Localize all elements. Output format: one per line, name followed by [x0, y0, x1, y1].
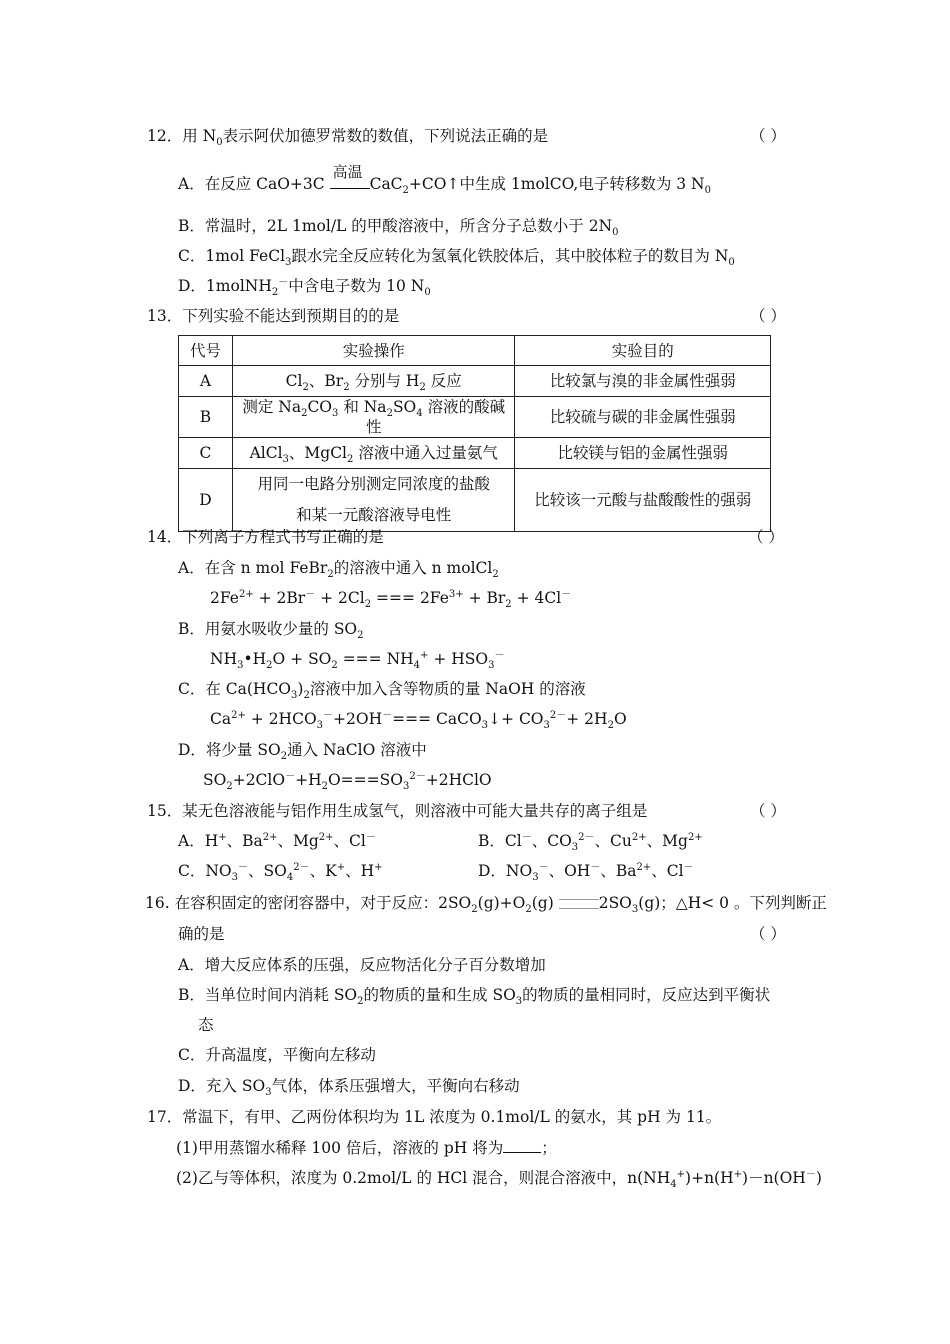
- table-header: 实验目的: [515, 336, 771, 366]
- q16-option-b-cont: 态: [198, 1016, 214, 1034]
- table-header-row: [179, 336, 771, 366]
- row-operation: 用同一电路分别测定同浓度的盐酸 和某一元酸溶液导电性: [232, 469, 515, 532]
- q15-option-a: A．H+、$Ba^{2+}$、$Mg^{2+}$、Cl－: [178, 831, 376, 850]
- q16-option-b: B．当单位时间内消耗 $SO_2$的物质的量和生成 $SO_3$的物质的量相同时，反应达到平衡状: [178, 986, 771, 1008]
- row-purpose: 比较该一元酸与盐酸酸性的强弱: [515, 469, 771, 532]
- q15-answer-bracket: （ ）: [750, 802, 786, 820]
- q12-option-d: D．1molNH$_2$－中含电子数为 10 $N_0$: [178, 276, 431, 299]
- answer-blank[interactable]: [503, 1138, 541, 1153]
- q15-stem: 15．某无色溶液能与铝作用生成氢气，则溶液中可能大量共存的离子组是: [147, 802, 648, 820]
- q15-option-d: D．$NO_3^-$、OH－、$Ba^{2+}$、Cl－: [478, 861, 694, 884]
- q16-stem-cont: 确的是: [178, 925, 225, 943]
- q13-answer-bracket: （ ）: [750, 307, 786, 325]
- equilibrium-arrow-icon: [559, 899, 599, 909]
- q14-equation-d: $SO_2+2ClO^-+H_2O===SO_3^{2-}+2HClO$: [203, 770, 492, 793]
- q17-stem: 17．常温下，有甲、乙两份体积均为 1L 浓度为 0.1mol/L 的氨水，其 pH 为 11。: [147, 1108, 722, 1126]
- q12-option-c: C．1mol FeCl$_3$跟水完全反应转化为氢氧化铁胶体后，其中胶体粒子的数目为 $N_0$: [178, 247, 735, 269]
- table-row: [179, 397, 771, 438]
- table-header: 实验操作: [232, 336, 515, 366]
- q17-part-1: (1)甲用蒸馏水稀释 100 倍后，溶液的 pH 将为 ；: [176, 1139, 557, 1157]
- q12-option-a: A．在反应 CaO+3C 高温 CaC$_2$+CO↑中生成 1molCO,电子转移数为 3 $N_0$: [178, 163, 711, 197]
- q15-option-c: C．$NO_3^-$、$SO_4^{2-}$、K+、H+: [178, 861, 383, 884]
- table-row: [179, 438, 771, 469]
- q14-equation-a: $2Fe^{2+} + 2Br^- + 2Cl_2$ === $2Fe^{3+} + Br_2 + 4Cl^-$: [210, 588, 572, 611]
- table-header: 代号: [179, 336, 233, 366]
- q14-option-d: D．将少量 $SO_2$通入 NaClO 溶液中: [178, 741, 427, 763]
- q13-stem: 13．下列实验不能达到预期目的的是: [147, 307, 400, 325]
- table-row: [179, 366, 771, 397]
- q16-option-c: C．升高温度，平衡向左移动: [178, 1046, 376, 1064]
- q17-part-2: (2)乙与等体积，浓度为 0.2mol/L 的 HCl 混合，则混合溶液中，$n(NH_4^+)+n(H^+)-n(OH^-)$: [176, 1168, 822, 1191]
- q14-equation-b: $NH_3•H_2O + SO_2$ === $NH_4^+ + HSO_3^-$: [210, 649, 505, 672]
- reaction-condition: 高温: [330, 174, 370, 194]
- q12-stem: 12．用 $N_0$表示阿伏加德罗常数的数值，下列说法正确的是: [147, 127, 549, 149]
- q14-stem: 14．下列离子方程式书写正确的是: [147, 528, 384, 546]
- q14-option-a: A．在含 n mol FeBr$_2$的溶液中通入 n molCl$_2$: [178, 559, 499, 581]
- q15-option-b: B．Cl－、$CO_3^{2-}$、$Cu^{2+}$、$Mg^{2+}$: [478, 831, 703, 854]
- row-code: B: [179, 397, 233, 438]
- row-operation: $Cl_2$、$Br_2$ 分别与 $H_2$ 反应: [232, 366, 515, 397]
- q12-answer-bracket: （ ）: [750, 127, 786, 145]
- row-operation: 测定 $Na_2CO_3$ 和 $Na_2SO_4$ 溶液的酸碱性: [232, 397, 515, 438]
- q14-option-b: B．用氨水吸收少量的 $SO_2$: [178, 620, 364, 642]
- row-purpose: 比较氯与溴的非金属性强弱: [515, 366, 771, 397]
- q14-answer-bracket: （ ）: [748, 528, 784, 546]
- q14-equation-c: $Ca^{2+} + 2HCO_3^-+2OH^-===$ CaCO$_3$↓+ $CO_3^{2-}+ 2H_2O$: [210, 709, 627, 732]
- q16-answer-bracket: （ ）: [750, 925, 786, 943]
- table-row: [179, 469, 771, 532]
- q14-option-c: C．在 $Ca(HCO_3)_2$溶液中加入含等物质的量 NaOH 的溶液: [178, 680, 586, 702]
- q16-option-d: D．充入 $SO_3$气体，体系压强增大，平衡向右移动: [178, 1077, 520, 1099]
- q16-stem: 16. 在容积固定的密闭容器中，对于反应：$2SO_2(g)+O_2(g)$ $2SO_3(g)$；△H< 0 。下列判断正: [145, 894, 827, 916]
- q12-option-b: B．常温时，2L 1mol/L 的甲酸溶液中，所含分子总数小于 $2N_0$: [178, 217, 619, 239]
- experiment-table: [178, 335, 771, 532]
- row-operation: AlCl$_3$、MgCl$_2$ 溶液中通入过量氨气: [232, 438, 515, 469]
- row-purpose: 比较硫与碳的非金属性强弱: [515, 397, 771, 438]
- q16-option-a: A．增大反应体系的压强，反应物活化分子百分数增加: [178, 956, 546, 974]
- row-code: A: [179, 366, 233, 397]
- row-purpose: 比较镁与铝的金属性强弱: [515, 438, 771, 469]
- row-code: D: [179, 469, 233, 532]
- row-code: C: [179, 438, 233, 469]
